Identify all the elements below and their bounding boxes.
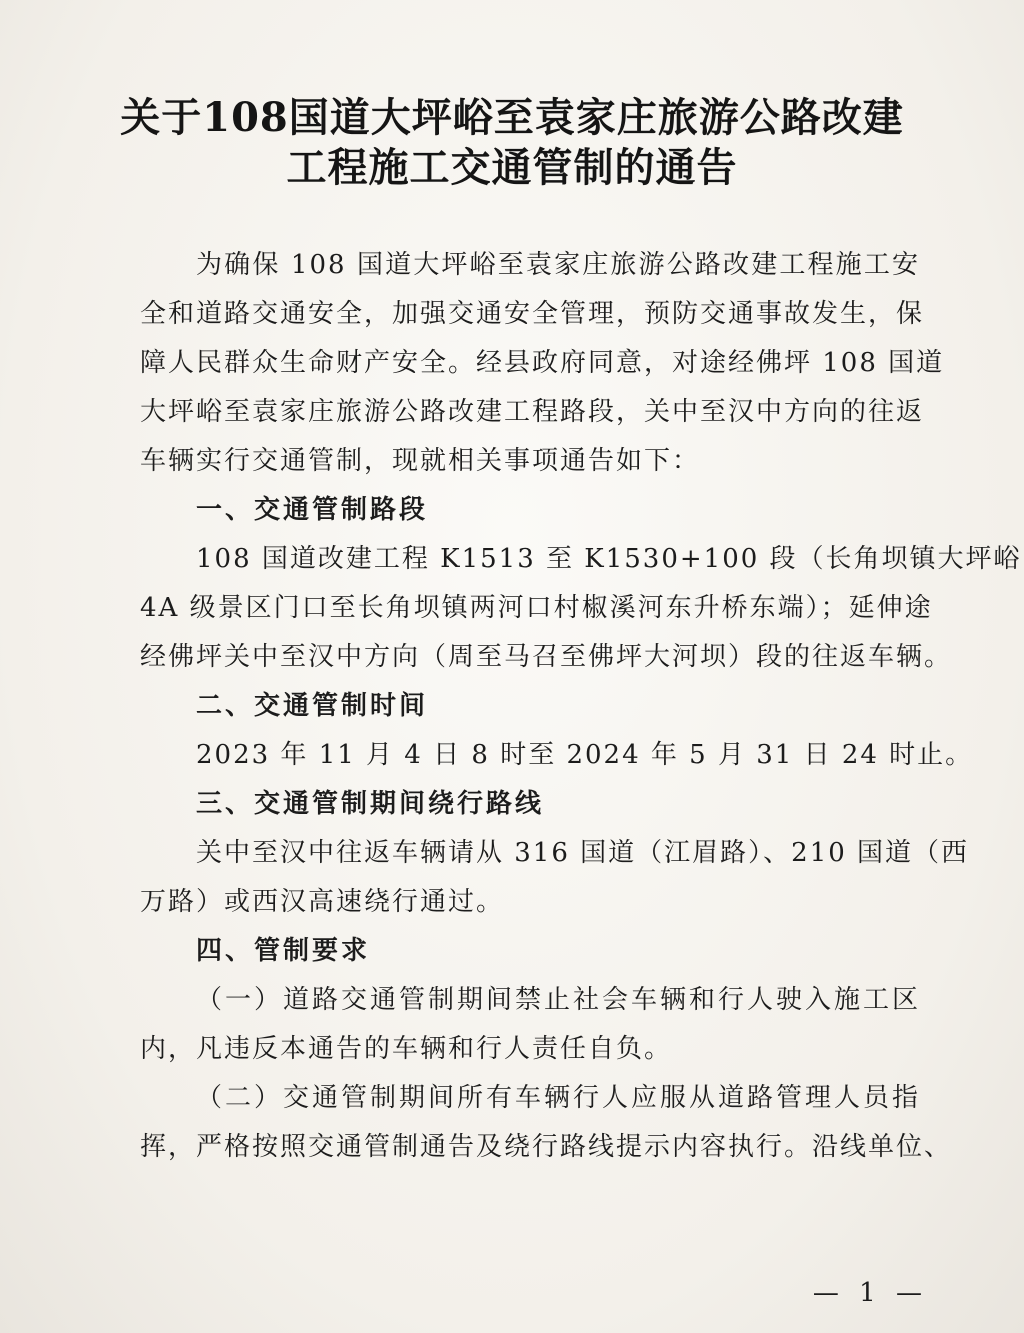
page-number: — 1 —: [812, 1278, 928, 1308]
section-2-line-1: 2023 年 11 月 4 日 8 时至 2024 年 5 月 31 日 24 时止。: [196, 740, 974, 770]
section-4-line-2: 内，凡违反本通告的车辆和行人责任自负。: [140, 1034, 673, 1064]
section-1-line-1: 108 国道改建工程 K1513 至 K1530+100 段（长角坝镇大坪峪: [196, 544, 1022, 574]
section-2-heading: 二、交通管制时间: [196, 691, 429, 721]
intro-line-2: 全和道路交通安全，加强交通安全管理，预防交通事故发生，保: [140, 299, 925, 329]
section-4-line-1: （一）道路交通管制期间禁止社会车辆和行人驶入施工区: [196, 985, 920, 1015]
section-4-heading: 四、管制要求: [196, 936, 371, 966]
section-3-heading: 三、交通管制期间绕行路线: [196, 789, 545, 819]
intro-line-5: 车辆实行交通管制，现就相关事项通告如下：: [140, 446, 701, 476]
intro-line-4: 大坪峪至袁家庄旅游公路改建工程路段，关中至汉中方向的往返: [140, 397, 925, 427]
section-1-heading: 一、交通管制路段: [196, 495, 429, 525]
section-4-line-3: （二）交通管制期间所有车辆行人应服从道路管理人员指: [196, 1083, 920, 1113]
section-3-line-1: 关中至汉中往返车辆请从 316 国道（江眉路）、210 国道（西: [196, 838, 970, 868]
section-1-line-2: 4A 级景区门口至长角坝镇两河口村椒溪河东升桥东端）；延伸途: [140, 593, 933, 623]
section-1-line-3: 经佛坪关中至汉中方向（周至马召至佛坪大河坝）段的往返车辆。: [140, 642, 953, 672]
title-line-2: 工程施工交通管制的通告: [286, 144, 738, 191]
title-line-1: 关于108国道大坪峪至袁家庄旅游公路改建: [120, 94, 904, 141]
section-4-line-4: 挥，严格按照交通管制通告及绕行路线提示内容执行。沿线单位、: [140, 1132, 953, 1162]
section-3-line-2: 万路）或西汉高速绕行通过。: [140, 887, 505, 917]
intro-line-1: 为确保 108 国道大坪峪至袁家庄旅游公路改建工程施工安: [196, 250, 920, 280]
intro-line-3: 障人民群众生命财产安全。经县政府同意，对途经佛坪 108 国道: [140, 348, 945, 378]
